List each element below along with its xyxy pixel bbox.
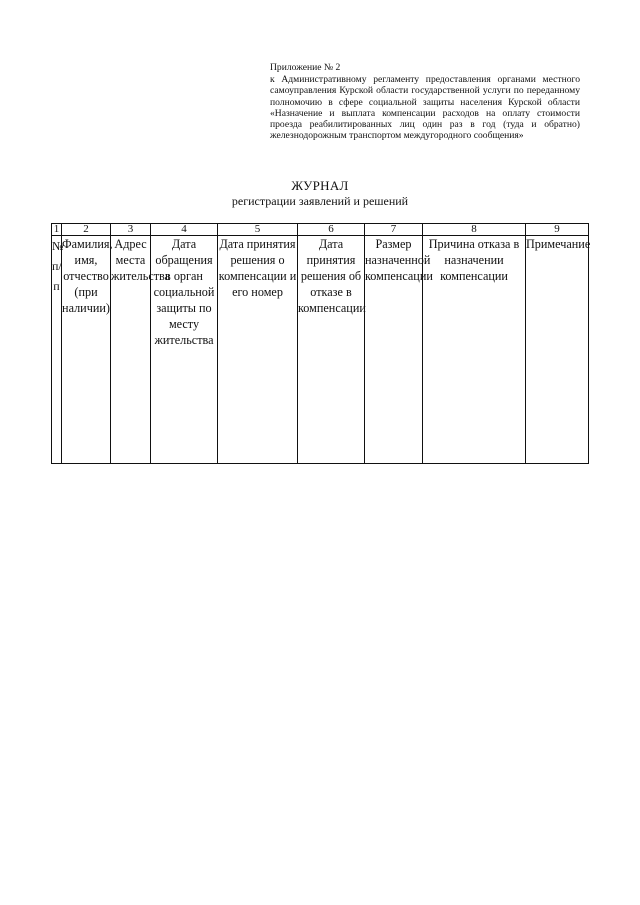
column-header-application-date: Дата обращения в орган социальной защиты по месту жительства — [151, 236, 218, 464]
appendix-block — [270, 62, 580, 141]
column-number: 6 — [298, 224, 365, 236]
column-header-number: № п/п — [52, 236, 62, 464]
column-number: 4 — [151, 224, 218, 236]
column-number: 3 — [111, 224, 151, 236]
column-header-row — [52, 236, 589, 464]
column-header-decision-date: Дата принятия решения о компенсации и его номер — [218, 236, 298, 464]
column-header-refusal-reason: Причина отказа в назначении компенсации — [423, 236, 526, 464]
column-number-row — [52, 224, 589, 236]
journal-subtitle: регистрации заявлений и решений — [231, 194, 409, 208]
column-header-full-name: Фамилия, имя, отчество (при наличии) — [62, 236, 111, 464]
appendix-title: Приложение № 2 — [270, 62, 341, 73]
column-header-address: Адрес места жительства — [111, 236, 151, 464]
column-header-refusal-date: Дата принятия решения об отказе в компенсации — [298, 236, 365, 464]
column-number: 9 — [526, 224, 589, 236]
column-number: 8 — [423, 224, 526, 236]
column-number: 7 — [365, 224, 423, 236]
column-header-note: Примечание — [526, 236, 589, 464]
column-number: 1 — [52, 224, 62, 236]
appendix-body: к Административному регламенту предоставления органами местного самоуправления Курской области государственной услуги по переданному полномочию в сфере социальной защиты населения Курской области «Назначение и выплата компенсации расходов на оплату стоимости проезда реабилитированных лиц один раз в год (туда и обратно) железнодорожным транспортом междугородного сообщения» — [270, 74, 580, 142]
column-header-amount: Размер назначенной компенсации — [365, 236, 423, 464]
journal-table — [51, 223, 589, 464]
column-number: 5 — [218, 224, 298, 236]
journal-title: ЖУРНАЛ — [291, 178, 349, 193]
column-number: 2 — [62, 224, 111, 236]
